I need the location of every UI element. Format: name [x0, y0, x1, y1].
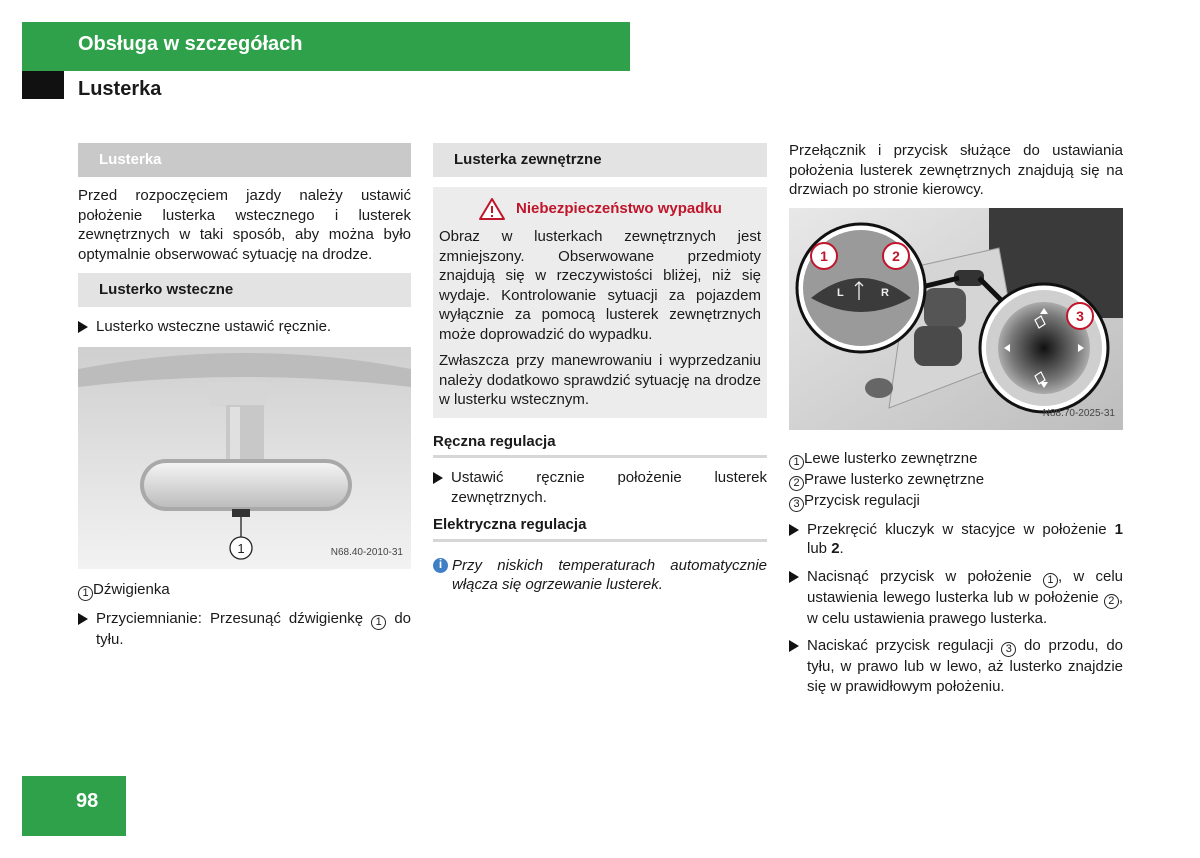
bullet-arrow-icon [789, 571, 799, 583]
box-heading-lusterka: Lusterka [78, 143, 411, 177]
legend-number: 1 [789, 455, 804, 470]
warning-title-text: Niebezpieczeństwo wypadku [516, 200, 722, 218]
bullet-arrow-icon [789, 640, 799, 652]
info-icon: i [433, 558, 448, 573]
info-text: Przy niskich temperaturach automatycznie włącza się ogrzewanie lusterek. [452, 556, 767, 593]
warning-box [433, 187, 767, 418]
step-rearview [78, 317, 411, 337]
door-switch-illustration [789, 208, 1123, 430]
step-text: Lusterko wsteczne ustawić ręcznie. [96, 318, 332, 335]
step-adjust [789, 636, 1123, 696]
step-manual [433, 468, 767, 507]
column-right [789, 141, 1123, 696]
page-number-box [22, 776, 126, 836]
section-marker [22, 71, 64, 99]
legend-number: 3 [789, 497, 804, 512]
step-ignition [789, 520, 1123, 559]
column-middle [433, 143, 767, 595]
page-number: 98 [76, 790, 99, 812]
warning-paragraph-2: Zwłaszcza przy manewrowaniu i wyprzedzaniu należy dodatkowo sprawdzić sytuację na drodze w lusterku wstecznym. [439, 352, 761, 408]
step-text: Naciskać przycisk regulacji 3 do przodu, do tyłu, w prawo lub w lewo, aż lusterko znajdzie się w prawidłowym położeniu. [807, 637, 1124, 695]
legend-number: 2 [789, 476, 804, 491]
intro-paragraph: Przed rozpoczęciem jazdy należy ustawić położenie lusterka wstecznego i lusterek zewnętrznych w taki sposób, aby można było optymalnie obserwować sytuację na drodze. [78, 187, 411, 263]
inline-number: 2 [1104, 594, 1119, 609]
intro-paragraph: Przełącznik i przycisk służące do ustawiania położenia lusterek zewnętrznych znajdują się na drzwiach po stronie kierowcy. [789, 142, 1123, 198]
step-text: Ustawić ręcznie położenie lusterek zewnętrznych. [451, 469, 767, 506]
info-note [433, 556, 767, 595]
legend-text: Dźwigienka [93, 580, 170, 598]
column-left [78, 143, 411, 649]
callout-1: 1 [820, 247, 828, 264]
figure-code: N88.70-2025-31 [1042, 408, 1115, 419]
switch-right-label: R [881, 286, 889, 299]
legend-item [789, 470, 1123, 491]
door-switch-figure [789, 208, 1123, 430]
legend-text: Prawe lusterko zewnętrzne [804, 470, 985, 488]
heading-rearview: Lusterko wsteczne [78, 273, 411, 307]
step-text: Przekręcić kluczyk w stacyjce w położenie 1 lub 2. [807, 520, 1124, 557]
warning-paragraph-1: Obraz w lusterkach zewnętrznych jest zmniejszony. Obserwowane przedmioty znajdują się w rzeczywistości bliżej, niż się wydaje. Kontrolowanie sytuacji za pojazdem wyłącznie za pomocą lusterek zewnętrznych może doprowadzić do wypadku. [439, 228, 761, 343]
callout-2: 2 [892, 247, 900, 264]
inline-number: 1 [371, 615, 386, 630]
step-text: Przyciemnianie: Przesunąć dźwigienkę 1 do tyłu. [96, 609, 411, 648]
heading-manual-adjust: Ręczna regulacja [433, 432, 767, 459]
legend-item [789, 491, 1123, 512]
figure-code: N68.40-2010-31 [330, 547, 403, 558]
legend-text: Przycisk regulacji [804, 491, 920, 509]
legend-item [789, 449, 1123, 470]
legend-number: 1 [78, 586, 93, 601]
callout-1: 1 [237, 540, 245, 556]
inline-number: 1 [1043, 573, 1058, 588]
inline-number: 3 [1001, 642, 1016, 657]
legend-text: Lewe lusterko zewnętrzne [804, 449, 978, 467]
warning-title [439, 197, 761, 221]
callout-3: 3 [1076, 307, 1084, 324]
legend-item [78, 580, 411, 601]
heading-exterior-mirrors: Lusterka zewnętrzne [433, 143, 767, 177]
step-dimming [78, 609, 411, 650]
warning-triangle-icon [478, 197, 506, 221]
step-text: Nacisnąć przycisk w położenie 1 , w celu ustawienia lewego lusterka lub w położenie 2 , w celu ustawienia prawego lusterka. [807, 567, 1124, 627]
rearview-mirror-figure [78, 347, 411, 569]
chapter-title: Obsługa w szczegółach [78, 33, 303, 55]
legend-list [789, 449, 1123, 512]
bullet-arrow-icon [433, 472, 443, 484]
bullet-arrow-icon [78, 613, 88, 625]
bullet-arrow-icon [78, 321, 88, 333]
switch-left-label: L [837, 286, 844, 299]
heading-electric-adjust: Elektryczna regulacja [433, 515, 767, 542]
step-select-mirror [789, 567, 1123, 629]
section-title: Lusterka [78, 78, 162, 100]
rearview-mirror-illustration [78, 347, 411, 569]
bullet-arrow-icon [789, 524, 799, 536]
